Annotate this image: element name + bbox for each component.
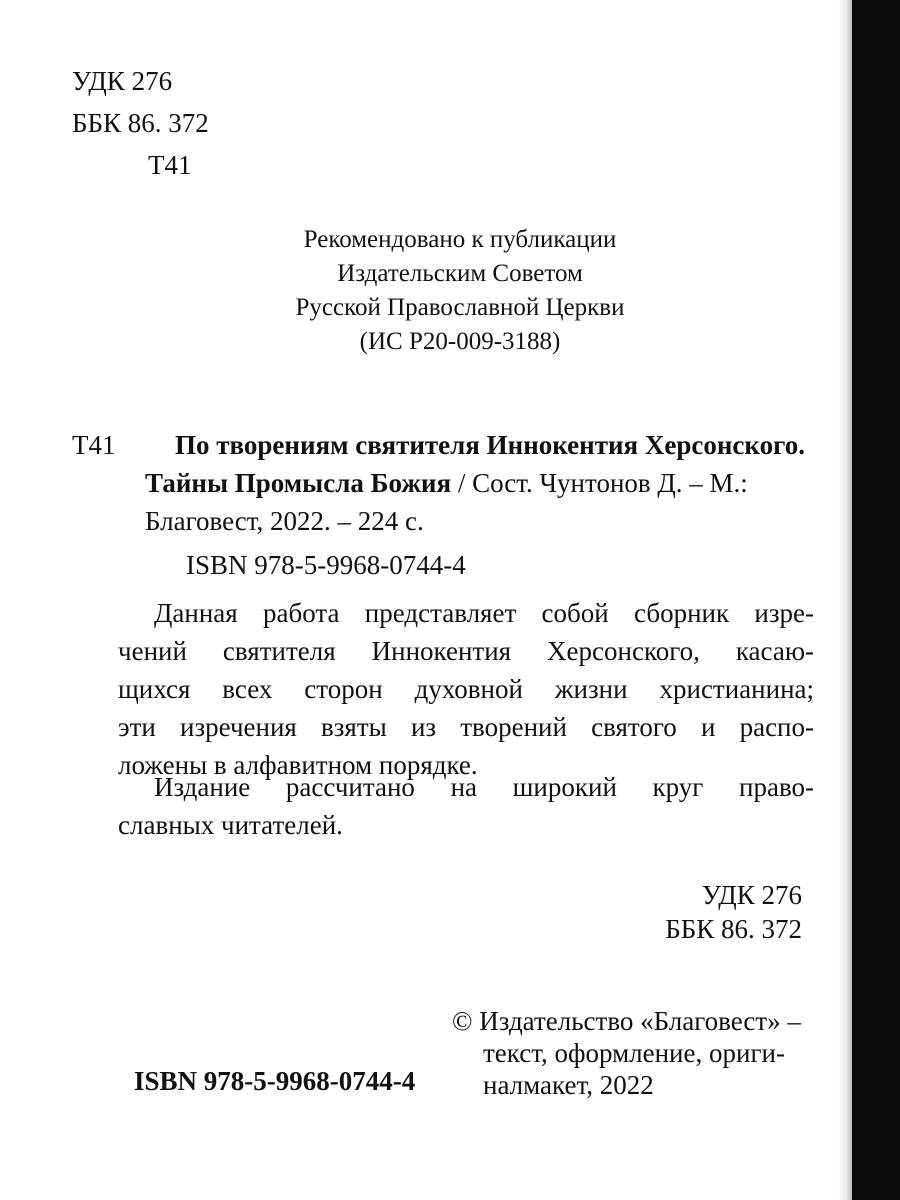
annotation-line: ложены в алфавитном порядке.: [118, 750, 478, 780]
entry-title-line1: По творениям святителя Иннокентия Херсонского.: [175, 430, 805, 460]
annotation-line: славных читателей.: [118, 810, 343, 840]
recommendation-line: (ИС Р20-009-3188): [359, 328, 561, 355]
recommendation-line: Издательским Советом: [337, 260, 583, 287]
annotation-line: Издание рассчитано на широкий круг право-: [154, 772, 814, 802]
author-code-entry: Т41: [72, 430, 116, 460]
copyright-line: © Издательство «Благовест» –: [452, 1006, 801, 1036]
annotation-line: Данная работа представляет собой сборник изре-: [154, 598, 814, 628]
annotation-line: щихся всех сторон духовной жизни христианина;: [118, 674, 814, 704]
entry-imprint: Благовест, 2022. – 224 с.: [145, 506, 424, 536]
annotation-line: эти изречения взяты из творений святого и распо-: [118, 712, 814, 742]
footer-isbn: ISBN 978-5-9968-0744-4: [134, 1066, 416, 1096]
book-spine: [852, 0, 900, 1200]
entry-title-line2: [145, 466, 748, 500]
annotation-line: чений святителя Иннокентия Херсонского, касаю-: [118, 636, 814, 666]
copyright-line: налмакет, 2022: [483, 1070, 654, 1100]
recommendation-line: Рекомендовано к публикации: [303, 226, 617, 253]
entry-isbn: ISBN 978-5-9968-0744-4: [186, 550, 466, 580]
copyright-line: текст, оформление, ориги-: [483, 1038, 785, 1068]
bbk-top: ББК 86. 372: [72, 108, 209, 138]
udk-top: УДК 276: [72, 66, 173, 96]
entry-title-bold: Тайны Промысла Божия: [145, 468, 452, 498]
page-edge-shadow: [838, 0, 852, 1200]
recommendation-line: Русской Православной Церкви: [295, 294, 625, 321]
udk-bottom: УДК 276: [701, 880, 802, 910]
author-code-top: Т41: [148, 150, 192, 180]
entry-compiler: / Сост. Чунтонов Д. – М.:: [451, 468, 748, 498]
bbk-bottom: ББК 86. 372: [665, 914, 802, 944]
recommendation-block: [230, 223, 690, 359]
